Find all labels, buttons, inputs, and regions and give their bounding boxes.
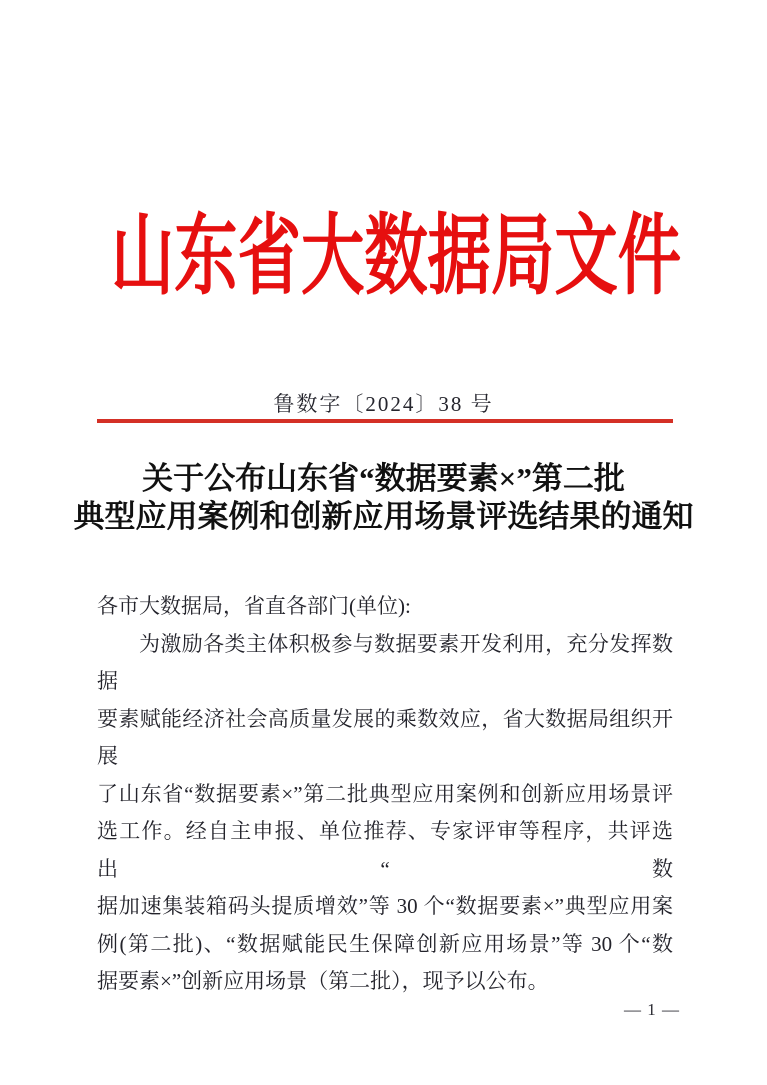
- document-title: [0, 460, 767, 536]
- letterhead: [0, 209, 767, 306]
- letterhead-org-title: 山东省大数据局文件: [110, 209, 682, 306]
- document-title-line-2: 典型应用案例和创新应用场景评选结果的通知: [73, 499, 694, 534]
- body-paragraph-line: 了山东省“数据要素×”第二批典型应用案例和创新应用场景评: [97, 781, 673, 806]
- body-paragraph-line: 为激励各类主体积极参与数据要素开发利用，充分发挥数据: [97, 631, 673, 693]
- page-number: — 1 —: [624, 1000, 680, 1019]
- document-body: [97, 588, 673, 1001]
- body-paragraph-line: 据加速集装箱码头提质增效”等 30 个“数据要素×”典型应用案: [97, 894, 673, 918]
- red-divider-line: [97, 419, 673, 423]
- body-paragraph-line: 据要素×”创新应用场景（第二批），现予以公布。: [97, 969, 549, 993]
- body-paragraph-line: 要素赋能经济社会高质量发展的乘数效应，省大数据局组织开展: [97, 706, 673, 768]
- document-number: 鲁数字〔2024〕38 号: [273, 392, 494, 416]
- body-paragraph-line: 选工作。经自主申报、单位推荐、专家评审等程序，共评选出“数: [97, 819, 673, 881]
- body-paragraph-line: 例(第二批)、“数据赋能民生保障创新应用场景”等 30 个“数: [97, 931, 673, 956]
- document-title-line-1: 关于公布山东省“数据要素×”第二批: [142, 461, 625, 496]
- salutation: 各市大数据局，省直各部门(单位):: [97, 594, 411, 618]
